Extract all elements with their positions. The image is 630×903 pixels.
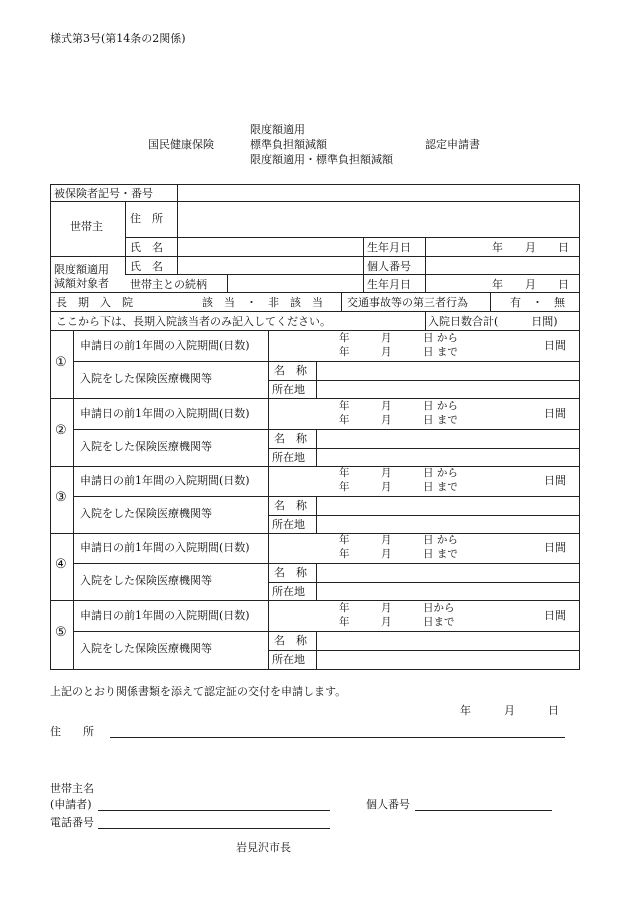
- period-number: ③: [55, 490, 67, 505]
- institution-name-label: 名 称: [274, 364, 307, 377]
- personal-number-line[interactable]: [415, 810, 552, 811]
- period-number: ⑤: [55, 625, 67, 640]
- long-stay-choice[interactable]: 該 当 ・ 非 該 当: [202, 296, 323, 309]
- institution-address-label: 所在地: [272, 518, 305, 531]
- third-party-label: 交通事故等の第三者行為: [347, 296, 468, 309]
- target-birthdate-value[interactable]: 年 月 日: [492, 278, 569, 291]
- long-stay-label: 長 期 入 院: [56, 296, 133, 309]
- title-line-1: 限度額適用: [250, 123, 305, 136]
- householder-label: 世帯主: [70, 220, 103, 233]
- householder-birthdate-label: 生年月日: [367, 241, 411, 254]
- address-line[interactable]: [110, 737, 565, 738]
- householder-address-label: 住 所: [130, 212, 163, 225]
- recipient: 岩見沢市長: [236, 841, 291, 854]
- period-label: 申請日の前1年間の入院期間(日数): [80, 541, 250, 554]
- target-label-2: 減額対象者: [54, 277, 109, 290]
- statement: 上記のとおり関係書類を添えて認定証の交付を申請します。: [50, 685, 347, 698]
- insured-number-field[interactable]: [178, 185, 578, 200]
- period-to[interactable]: 年 月 日 まで: [339, 481, 458, 493]
- application-date[interactable]: 年 月 日: [460, 704, 559, 717]
- period-from[interactable]: 年 月 日 から: [339, 332, 458, 344]
- institution-label: 入院をした保険医療機関等: [80, 440, 212, 453]
- institution-label: 入院をした保険医療機関等: [80, 372, 212, 385]
- institution-name-label: 名 称: [274, 566, 307, 579]
- period-label: 申請日の前1年間の入院期間(日数): [80, 474, 250, 487]
- personal-number-field[interactable]: [426, 257, 578, 273]
- institution-label: 入院をした保険医療機関等: [80, 507, 212, 520]
- period-number: ②: [55, 423, 67, 438]
- period-from[interactable]: 年 月 日 から: [339, 400, 458, 412]
- address-label: 住 所: [50, 725, 94, 738]
- title-line-3: 限度額適用・標準負担額減額: [250, 153, 393, 166]
- title-left: 国民健康保険: [148, 138, 214, 151]
- institution-name-label: 名 称: [274, 499, 307, 512]
- householder-address-field[interactable]: [178, 202, 578, 236]
- period-days[interactable]: 日間: [544, 609, 566, 622]
- householder-name-label: 氏 名: [130, 241, 163, 254]
- institution-name-label: 名 称: [274, 432, 307, 445]
- institution-address-label: 所在地: [272, 451, 305, 464]
- phone-line[interactable]: [98, 828, 330, 829]
- institution-address-label: 所在地: [272, 585, 305, 598]
- period-from[interactable]: 年 月 日から: [339, 602, 455, 614]
- householder-name-label-footer: 世帯主名: [50, 782, 94, 795]
- title-line-2: 標準負担額減額: [250, 138, 327, 151]
- period-to[interactable]: 年 月 日 まで: [339, 346, 458, 358]
- insured-number-label: 被保険者記号・番号: [54, 187, 153, 200]
- period-from[interactable]: 年 月 日 から: [339, 467, 458, 479]
- period-number: ④: [55, 557, 67, 572]
- period-to[interactable]: 年 月 日 まで: [339, 414, 458, 426]
- householder-birthdate-value[interactable]: 年 月 日: [492, 241, 569, 254]
- period-days[interactable]: 日間: [544, 339, 566, 352]
- title-right: 認定申請書: [425, 138, 480, 151]
- form-number: 様式第3号(第14条の2関係): [50, 32, 186, 45]
- period-days[interactable]: 日間: [544, 541, 566, 554]
- institution-label: 入院をした保険医療機関等: [80, 642, 212, 655]
- period-label: 申請日の前1年間の入院期間(日数): [80, 407, 250, 420]
- period-days[interactable]: 日間: [544, 474, 566, 487]
- period-from[interactable]: 年 月 日 から: [339, 534, 458, 546]
- householder-name-field[interactable]: [178, 238, 362, 255]
- period-to[interactable]: 年 月 日まで: [339, 616, 455, 628]
- period-days[interactable]: 日間: [544, 407, 566, 420]
- target-label-1: 限度額適用: [54, 263, 109, 276]
- long-stay-note: ここから下は、長期入院該当者のみ記入してください。: [56, 315, 331, 328]
- target-birthdate-label: 生年月日: [367, 278, 411, 291]
- third-party-choice[interactable]: 有 ・ 無: [510, 296, 565, 309]
- total-days[interactable]: 入院日数合計( 日間): [428, 315, 558, 328]
- applicant-name-line[interactable]: [98, 810, 330, 811]
- period-number: ①: [55, 355, 67, 370]
- relation-label: 世帯主との続柄: [130, 278, 207, 291]
- relation-field[interactable]: [228, 275, 362, 291]
- period-to[interactable]: 年 月 日 まで: [339, 548, 458, 560]
- institution-name-label: 名 称: [274, 634, 307, 647]
- phone-label: 電話番号: [50, 816, 94, 829]
- personal-number-label: 個人番号: [367, 260, 411, 273]
- target-name-field[interactable]: [178, 257, 362, 273]
- period-label: 申請日の前1年間の入院期間(日数): [80, 339, 250, 352]
- applicant-label: (申請者): [50, 798, 92, 811]
- target-name-label: 氏 名: [130, 260, 163, 273]
- period-label: 申請日の前1年間の入院期間(日数): [80, 609, 250, 622]
- institution-address-label: 所在地: [272, 383, 305, 396]
- institution-label: 入院をした保険医療機関等: [80, 574, 212, 587]
- institution-address-label: 所在地: [272, 653, 305, 666]
- footer-personal-number-label: 個人番号: [366, 798, 410, 811]
